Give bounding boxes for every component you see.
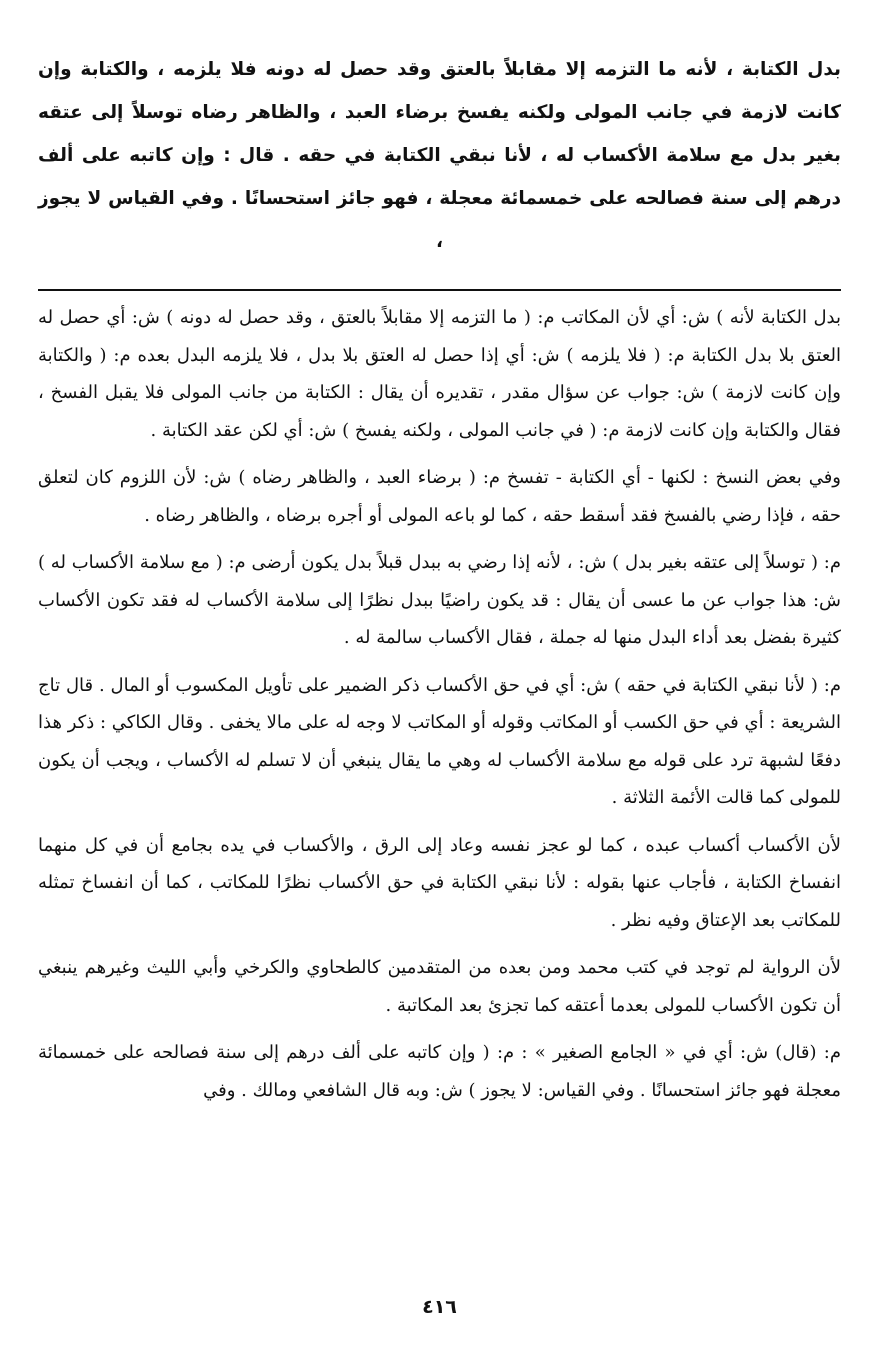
page-number: ٤١٦ xyxy=(422,1296,457,1318)
book-page xyxy=(38,48,841,1372)
commentary xyxy=(38,299,841,1109)
commentary-paragraph: م: ( لأنا نبقي الكتابة في حقه ) ش: أي في حق الأكساب ذكر الضمير على تأويل المكسوب أو المال . قال تاج الشريعة : أي في حق الكسب أو المكاتب وقوله أو المكاتب لا وجه له على مالا يخفى . وقال الكاكي : ذكر هذا دفعًا لشبهة ترد على قوله مع سلامة الأكساب له وهي ما يقال ينبغي أن لا تسلم له الأكساب ، ويجب أن يكون للمولى كما قالت الأئمة الثلاثة . xyxy=(38,674,841,808)
main-text: بدل الكتابة ، لأنه ما التزمه إلا مقابلاً بالعتق وقد حصل له دونه فلا يلزمه ، والكتابة وإن كانت لازمة في جانب المولى ولكنه يفسخ برضاء العبد ، والظاهر رضاه توسلاً إلى عتقه بغير بدل مع سلامة الأكساب له ، لأنا نبقي الكتابة في حقه . قال : وإن كاتبه على ألف درهم إلى سنة فصالحه على خمسمائة معجلة ، فهو جائز استحسانًا . وفي القياس لا يجوز ، xyxy=(38,59,841,252)
commentary-paragraph: م: ( توسلاً إلى عتقه بغير بدل ) ش: ، لأنه إذا رضي به ببدل قبلاً بدل يكون أرضى م: ( مع سلامة الأكساب له ) ش: هذا جواب عن ما عسى أن يقال : قد يكون راضيًا ببدل نظرًا إلى سلامة الأكساب له فقد تكون الأكساب كثيرة بفضل بعد أداء البدل منها له جملة ، فقال الأكساب سالمة له . xyxy=(38,552,841,648)
commentary-paragraph: لأن الأكساب أكساب عبده ، كما لو عجز نفسه وعاد إلى الرق ، والأكساب في يده بجامع أن في كل منهما انفساخ الكتابة ، فأجاب عنها بقوله : لأنا نبقي الكتابة في حق الأكساب نظرًا للمكاتب ، كما أن انفساخ تمثله للمكاتب بعد الإعتاق وفيه نظر . xyxy=(38,834,842,931)
commentary-paragraph: بدل الكتابة لأنه ) ش: أي لأن المكاتب م: ( ما التزمه إلا مقابلاً بالعتق ، وقد حصل له دونه ) ش: أي حصل له العتق بلا بدل الكتابة م: ( فلا يلزمه ) ش: أي إذا حصل له العتق بلا بدل ، فلا يلزمه البدل بعده م: ( والكتابة وإن كانت لازمة ) ش: جواب عن سؤال مقدر ، تقديره أن يقال : الكتابة من جانب المولى فلا يقبل الفسخ ، فقال والكتابة وإن كانت لازمة م: ( في جانب المولى ، ولكنه يفسخ ) ش: أي لكن عقد الكتابة . xyxy=(38,307,841,441)
commentary-paragraph: وفي بعض النسخ : لكنها - أي الكتابة - تفسخ م: ( برضاء العبد ، والظاهر رضاه ) ش: لأن اللزوم كان لتعلق حقه ، فإذا رضي بالفسخ فقد أسقط حقه ، كما لو باعه المولى أو أجره برضاه ، والظاهر رضاه . xyxy=(38,467,841,526)
separator-line xyxy=(38,289,841,291)
commentary-paragraph: لأن الرواية لم توجد في كتب محمد ومن بعده من المتقدمين كالطحاوي والكرخي وأبي الليث وغيرهم ينبغي أن تكون الأكساب للمولى بعدما أعتقه كما تجزئ بعد المكاتبة . xyxy=(38,957,841,1016)
commentary-paragraph: م: (قال) ش: أي في « الجامع الصغير » : م: ( وإن كاتبه على ألف درهم إلى سنة فصالحه على خمسمائة معجلة فهو جائز استحسانًا . وفي القياس: لا يجوز ) ش: وبه قال الشافعي ومالك . وفي xyxy=(38,1042,841,1101)
